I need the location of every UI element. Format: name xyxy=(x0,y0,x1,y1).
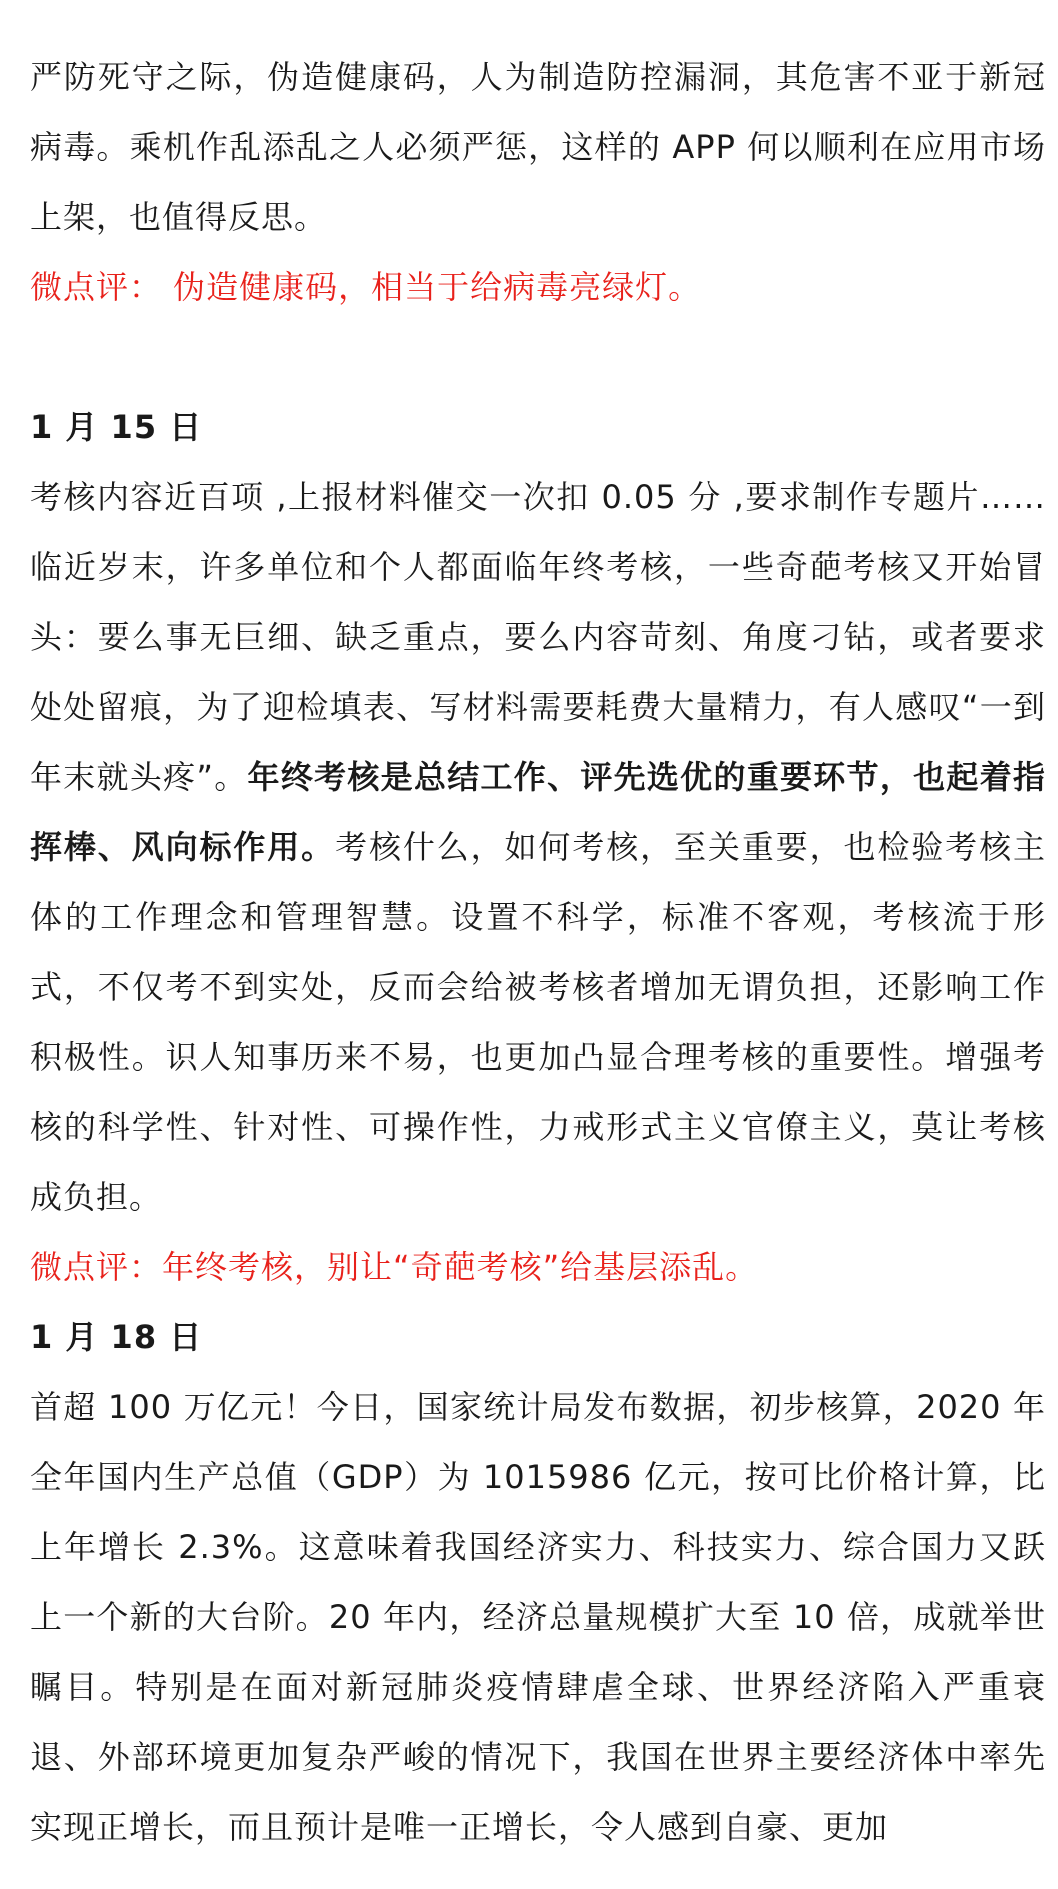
assessment-comment: 微点评：年终考核，别让“奇葩考核”给基层添乱。 xyxy=(30,1248,759,1286)
assessment-text-intro: 考核内容近百项 ,上报材料催交一次扣 0.05 分 ,要求制作专题片……临近岁末，许多单位和个人都面临年终考核，一些奇葩考核又开始冒头：要么事无巨细、缺乏重点，要么内容苛刻、角度刁钻，或者要求处处留痕，为了迎检填表、写材料需要耗费大量精力，有人感叹“一到年末就头疼”。 xyxy=(30,478,1046,796)
assessment-text-rest: 考核什么，如何考核，至关重要，也检验考核主体的工作理念和管理智慧。设置不科学，标准不客观，考核流于形式，不仅考不到实处，反而会给被考核者增加无谓负担，还影响工作积极性。识人知事历来不易，也更加凸显合理考核的重要性。增强考核的科学性、针对性、可操作性，力戒形式主义官僚主义，莫让考核成负担。 xyxy=(30,828,1046,1216)
date-heading-jan-15: 1 月 15 日 xyxy=(30,408,203,446)
gdp-paragraph: 首超 100 万亿元！今日，国家统计局发布数据，初步核算，2020 年全年国内生产总值（GDP）为 1015986 亿元，按可比价格计算，比上年增长 2.3%。这意味着我国经济实力、科技实力、综合国力又跃上一个新的大台阶。20 年内，经济总量规模扩大至 10 倍，成就举世瞩目。特别是在面对新冠肺炎疫情肆虐全球、世界经济陷入严重衰退、外部环境更加复杂严峻的情况下，我国在世界主要经济体中率先实现正增长，而且预计是唯一正增长，令人感到自豪、更加 xyxy=(30,1388,1046,1846)
health-code-paragraph: 严防死守之际，伪造健康码，人为制造防控漏洞，其危害不亚于新冠病毒。乘机作乱添乱之人必须严惩，这样的 APP 何以顺利在应用市场上架，也值得反思。 xyxy=(30,58,1046,236)
assessment-text-bold: 年终考核是总结工作、评先选优的重要环节，也起着指挥棒、风向标作用。 xyxy=(30,758,1046,866)
date-heading-jan-18: 1 月 18 日 xyxy=(30,1318,203,1356)
section-spacer xyxy=(30,322,1046,392)
assessment-paragraph xyxy=(30,462,1046,1232)
health-code-comment: 微点评： 伪造健康码，相当于给病毒亮绿灯。 xyxy=(30,268,702,306)
